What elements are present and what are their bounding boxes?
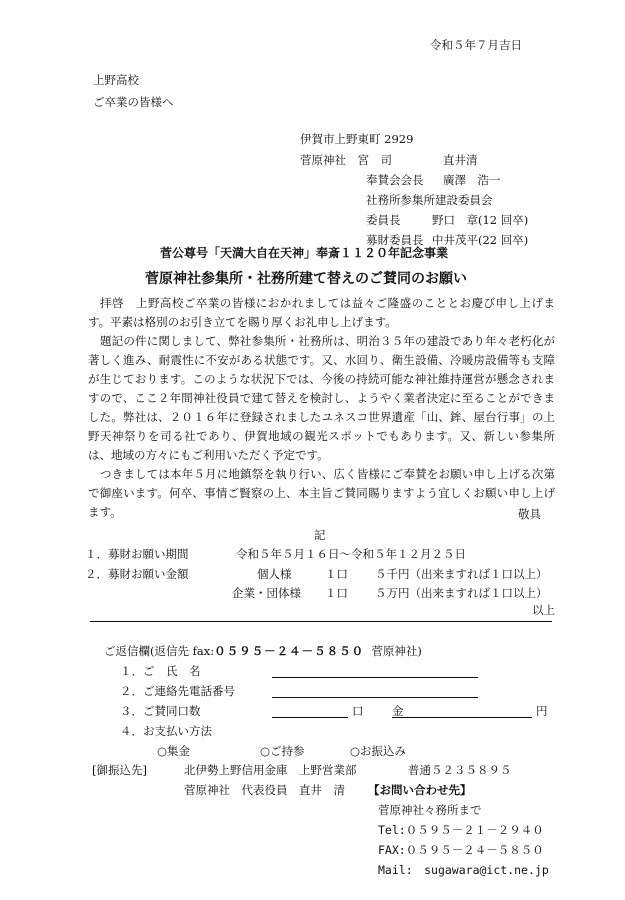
title-commemoration: 菅公尊号「天満大自在天神」奉斎１１２０年記念事業	[160, 246, 449, 260]
transfer-holder: 菅原神社 代表役員 直井 清	[184, 783, 345, 797]
individual-amount: ５千円（出来ますれば１口以上）	[375, 567, 548, 581]
contact-tel: Tel:０５９５－２１－２９４０	[378, 823, 544, 837]
divider	[90, 621, 552, 622]
sender-shrine-label: 菅原神社 宮 司	[300, 153, 392, 167]
page-title: 菅原神社参集所・社務所建て替えのご賛同のお願い	[145, 271, 467, 287]
sender-committee: 社務所参集所建設委員会	[366, 193, 493, 207]
fund-chair-label: 募財委員長	[366, 233, 424, 247]
body-paragraph: 拝啓 上野高校ご卒業の皆様におかれましては益々ご隆盛のこととお慶び申し上げます。平素は格別のお引き立てを賜り厚くお礼申し上げます。	[88, 296, 555, 329]
corp-label: 企業・団体様	[232, 586, 301, 600]
reply-header	[104, 643, 422, 659]
corp-amount: ５万円（出来ますれば１口以上）	[375, 586, 548, 600]
transfer-bank: 北伊勢上野信用金庫 上野営業部	[184, 763, 357, 777]
amount-field[interactable]	[392, 717, 532, 718]
amount-label: ２．募財お願い金額	[85, 567, 189, 581]
payment-option-transfer[interactable]: ○お振込み	[350, 744, 407, 758]
payment-option-bring[interactable]: ○ご持参	[260, 744, 305, 758]
units-label: ３．ご賛同口数	[120, 704, 201, 718]
letter-body	[88, 294, 555, 522]
payment-label: ４．お支払い方法	[120, 724, 212, 738]
sender-chair-label: 奉賛会会長	[366, 173, 424, 187]
individual-label: 個人様	[257, 567, 292, 581]
reply-header-prefix: ご返信欄(返信先 fax:	[104, 644, 215, 658]
recipient-greeting: ご卒業の皆様へ	[93, 95, 174, 109]
ki-heading: 記	[314, 528, 326, 542]
units-field[interactable]	[272, 717, 348, 718]
phone-label: ２．ご連絡先電話番号	[120, 684, 235, 698]
amount-unit: 円	[536, 704, 548, 718]
payment-option-collection[interactable]: ○集金	[157, 744, 191, 758]
sender-chair-name: 廣澤 浩一	[443, 173, 501, 187]
individual-units: １口	[325, 567, 348, 581]
transfer-account: 普通５２３５８９５	[408, 763, 512, 777]
contact-mail: Mail: sugawara@ict.ne.jp	[378, 863, 549, 877]
body-paragraph: 題記の件に関しまして、弊社参集所・社務所は、明治３５年の建設であり年々老朽化が著しく進み、耐震性に不安がある状態です。又、水回り、衛生設備、冷暖房設備等も支障が生じております。このような状況下では、今後の持続可能な神社維持運営が懸念されますので、ここ２年間神社役員で建て替えを検討し、ようやく業者決定に至ることができました。弊社は、２０１６年に登録されましたユネスコ世界遺産「山、鉾、屋台行事」の上野天神祭りを司る社であり、伊賀地域の観光スポットでもあります。又、新しい参集所は、地域の方々にもご利用いただく予定です。	[88, 334, 555, 462]
committee-chair-label: 委員長	[366, 213, 401, 227]
amount-prefix: 金	[392, 704, 404, 718]
recipient-school: 上野高校	[93, 73, 139, 87]
fund-chair-name: 中井茂平(22 回卒)	[432, 233, 529, 247]
sender-shrine-name: 直井清	[443, 153, 478, 167]
body-paragraph: つきましては本年５月に地鎮祭を執り行い、広く皆様にご奉賛をお願い申し上げる次第で御座います。何卒、事情ご賢察の上、本主旨ご賛同賜りますよう宜しくお願い申し上げます。	[88, 467, 555, 519]
name-field[interactable]	[272, 677, 478, 678]
contact-office: 菅原神社々務所まで	[378, 803, 482, 817]
period-label: １．募財お願い期間	[85, 547, 189, 561]
transfer-label: [御振込先]	[92, 763, 147, 777]
corp-units: １口	[325, 586, 348, 600]
reply-header-suffix: 菅原神社)	[371, 644, 422, 658]
name-label: １．ご 氏 名	[120, 664, 201, 678]
end-mark: 以上	[532, 603, 555, 617]
closing: 敬具	[518, 507, 541, 521]
contact-header: 【お問い合わせ先】	[368, 783, 472, 797]
units-unit: 口	[352, 704, 364, 718]
committee-chair-name: 野口 章(12 回卒)	[432, 213, 529, 227]
sender-address: 伊賀市上野東町 2929	[300, 132, 414, 146]
contact-fax: FAX:０５９５－２４－５８５０	[378, 843, 544, 857]
letter-date: 令和５年７月吉日	[430, 38, 522, 52]
period-value: 令和５年５月１６日～令和５年１２月２５日	[236, 547, 466, 561]
reply-fax: ０５９５－２４－５８５０	[214, 644, 365, 658]
phone-field[interactable]	[272, 697, 478, 698]
